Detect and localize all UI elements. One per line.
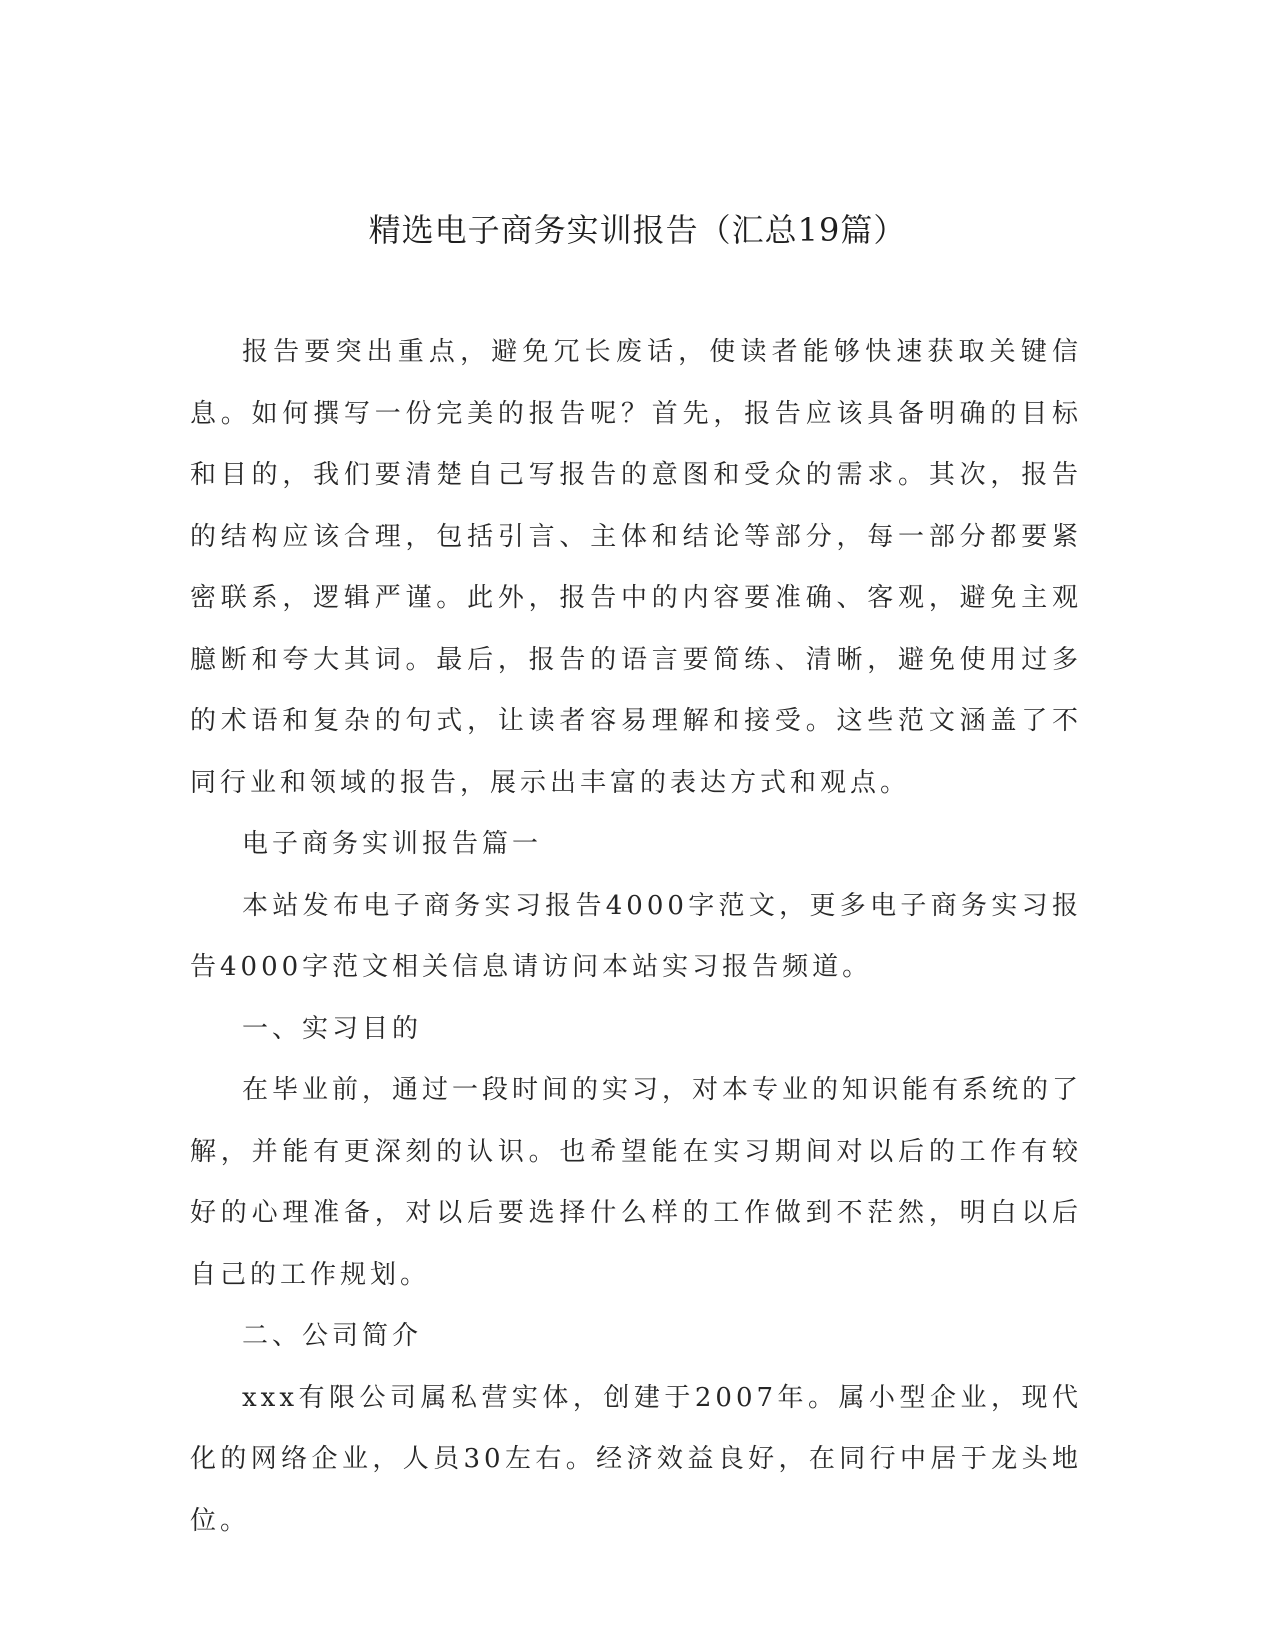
intro-paragraph: 报告要突出重点，避免冗长废话，使读者能够快速获取关键信息。如何撰写一份完美的报告呢？首先，报告应该具备明确的目标和目的，我们要清楚自己写报告的意图和受众的需求。其次，报告的结构应该合理，包括引言、主体和结论等部分，每一部分都要紧密联系，逻辑严谨。此外，报告中的内容要准确、客观，避免主观臆断和夸大其词。最后，报告的语言要简练、清晰，避免使用过多的术语和复杂的句式，让读者容易理解和接受。这些范文涵盖了不同行业和领域的报告，展示出丰富的表达方式和观点。 xyxy=(190,337,1082,798)
company-profile-paragraph: xxx有限公司属私营实体，创建于2007年。属小型企业，现代化的网络企业，人员30左右。经济效益良好，在同行中居于龙头地位。 xyxy=(190,1382,1082,1536)
heading-company-profile: 二、公司简介 xyxy=(242,1321,423,1351)
document-title: 精选电子商务实训报告（汇总19篇） xyxy=(368,211,907,249)
heading-internship-purpose: 一、实习目的 xyxy=(242,1013,423,1044)
section-heading-part-one: 电子商务实训报告篇一 xyxy=(242,829,543,859)
site-notice-paragraph: 本站发布电子商务实习报告4000字范文，更多电子商务实习报告4000字范文相关信息请访问本站实习报告频道。 xyxy=(190,890,1082,982)
internship-purpose-paragraph: 在毕业前，通过一段时间的实习，对本专业的知识能有系统的了解，并能有更深刻的认识。也希望能在实习期间对以后的工作有较好的心理准备，对以后要选择什么样的工作做到不茫然，明白以后自己的工作规划。 xyxy=(190,1075,1083,1290)
document-body xyxy=(190,322,1082,1552)
